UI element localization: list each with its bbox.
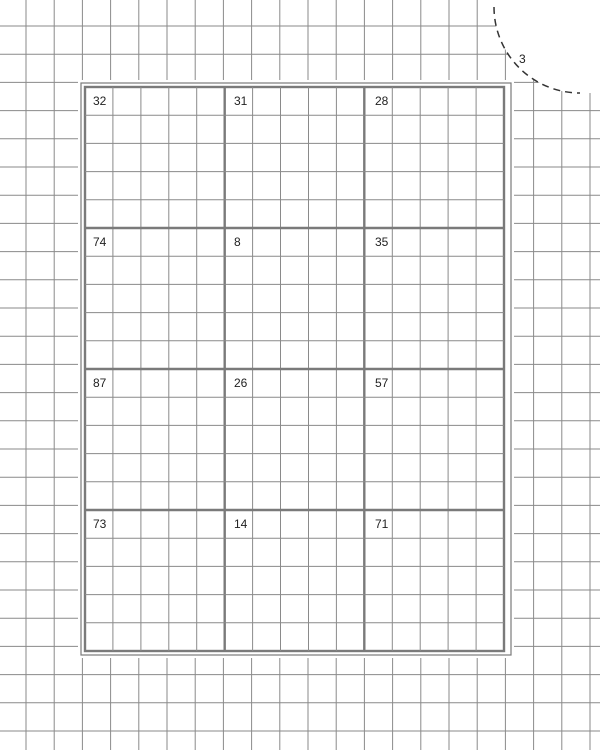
cage-label: 14 [234, 517, 248, 531]
cage-label: 74 [93, 235, 107, 249]
cage-label: 71 [375, 517, 389, 531]
cage-label: 87 [93, 376, 107, 390]
cage-label: 8 [234, 235, 241, 249]
cage-label: 35 [375, 235, 389, 249]
cage-label: 73 [93, 517, 107, 531]
cage-label: 57 [375, 376, 389, 390]
cage-label: 31 [234, 94, 248, 108]
corner-marker-label: 3 [519, 52, 526, 66]
cage-label: 28 [375, 94, 389, 108]
cage-label: 32 [93, 94, 107, 108]
corner-blank-area [494, 0, 600, 93]
cage-label: 26 [234, 376, 248, 390]
